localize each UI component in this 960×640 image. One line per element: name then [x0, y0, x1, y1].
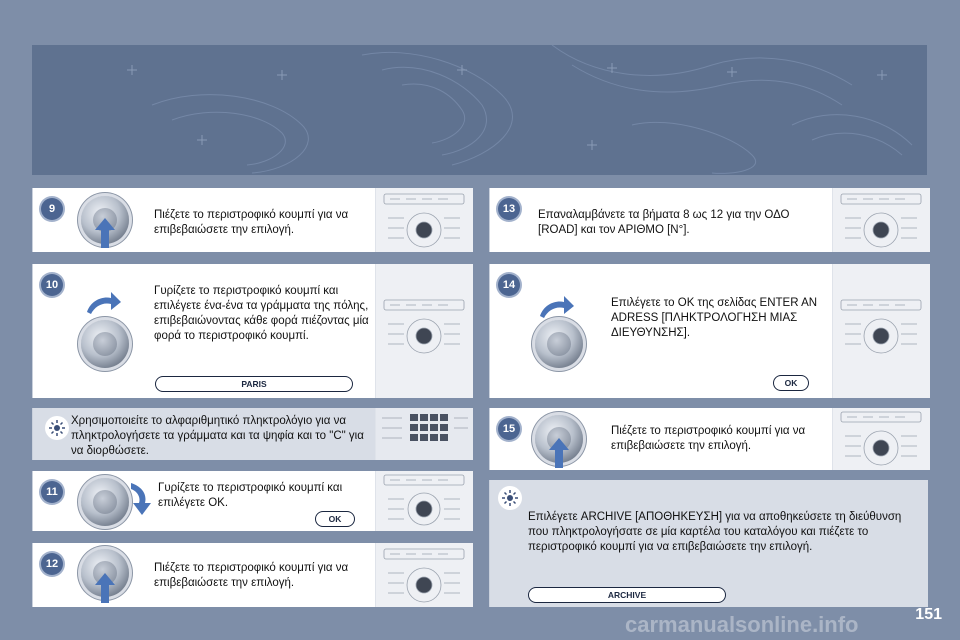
- rotary-knob-icon: [81, 320, 129, 368]
- step-13-panel: [489, 188, 928, 252]
- page-number: 151: [915, 606, 942, 623]
- step-instruction: Γυρίζετε το περιστροφικό κουμπί και επιλέγετε ΟΚ.: [158, 482, 343, 509]
- step-number-badge: 10: [41, 274, 63, 296]
- tip-text: Επιλέγετε ARCHIVE [ΑΠΟΘΗΚΕΥΣΗ] για να αποθηκεύσετε τη διεύθυνση που πληκτρολογήσατε σε μία καρτέλα του καταλόγου και πιέζετε το περιστροφικό κουμπί για να επιβεβαιώσετε την επιλογή.: [528, 511, 902, 553]
- step-instruction: Επιλέγετε το ΟΚ της σελίδας ENTER AN ADRESS [ΠΛΗΚΤΡΟΛΟΓΗΣΗ ΜΙΑΣ ΔΙΕΥΘΥΝΣΗΣ].: [611, 297, 818, 339]
- step-12-panel: [32, 543, 471, 607]
- step-instruction: Πιέζετε το περιστροφικό κουμπί για να επιβεβαιώσετε την επιλογή.: [154, 209, 349, 236]
- control-panel-illustration: [375, 264, 473, 398]
- press-arrow-icon: [93, 573, 117, 603]
- topographic-pattern: [32, 45, 927, 175]
- step-instruction: Επαναλαμβάνετε τα βήματα 8 ως 12 για την ΟΔΟ [ROAD] και τον ΑΡΙΘΜΟ [N°].: [538, 209, 790, 236]
- tip-text: Χρησιμοποιείτε το αλφαριθμητικό πληκτρολόγιο για να πληκτρολογήσετε τα γράμματα και τα ψηφία και το "C" για να διορθώσετε.: [71, 415, 364, 457]
- step-instruction: Πιέζετε το περιστροφικό κουμπί για να επιβεβαιώσετε την επιλογή.: [154, 562, 349, 589]
- step-11-panel: [32, 471, 471, 531]
- step-number-badge: 11: [41, 481, 63, 503]
- watermark: carmanualsonline.info: [625, 612, 859, 637]
- step-number-badge: 9: [41, 198, 63, 220]
- step-9-panel: [32, 188, 471, 252]
- rotary-knob-icon: [535, 320, 583, 368]
- control-panel-illustration: [832, 264, 930, 398]
- tip-bulb-icon: [498, 486, 522, 510]
- press-arrow-icon: [93, 218, 117, 248]
- control-panel-illustration: [375, 471, 473, 531]
- control-panel-illustration: [832, 188, 930, 252]
- step-10-panel: [32, 264, 471, 398]
- step-15-panel: [489, 408, 928, 470]
- step-number-badge: 15: [498, 418, 520, 440]
- step-14-panel: [489, 264, 928, 398]
- control-panel-illustration: [832, 408, 930, 470]
- tip-panel-keyboard: [32, 408, 471, 460]
- step-number-badge: 14: [498, 274, 520, 296]
- control-panel-illustration: [375, 188, 473, 252]
- header-banner: [32, 45, 927, 175]
- screen-value-tag: ARCHIVE: [528, 587, 726, 603]
- tip-panel-archive: [489, 480, 928, 607]
- step-number-badge: 13: [498, 198, 520, 220]
- control-panel-illustration: [375, 543, 473, 607]
- press-arrow-icon: [547, 438, 571, 468]
- step-instruction: Πιέζετε το περιστροφικό κουμπί για να επιβεβαιώσετε την επιλογή.: [611, 425, 806, 452]
- step-instruction: Γυρίζετε το περιστροφικό κουμπί και επιλέγετε ένα-ένα τα γράμματα της πόλης, επιβεβαιώνοντας κάθε φορά πιέζοντας μία φορά το περιστροφικό κουμπί.: [154, 285, 369, 342]
- turn-down-arrow-icon: [129, 481, 153, 515]
- tip-bulb-icon: [45, 416, 69, 440]
- screen-value-tag: PARIS: [155, 376, 353, 392]
- turn-arrow-icon: [538, 294, 574, 318]
- screen-value-tag: OK: [315, 511, 355, 527]
- rotary-knob-icon: [81, 478, 129, 526]
- screen-value-tag: OK: [773, 375, 809, 391]
- step-number-badge: 12: [41, 553, 63, 575]
- turn-arrow-icon: [85, 290, 121, 314]
- keypad-illustration: [375, 408, 473, 460]
